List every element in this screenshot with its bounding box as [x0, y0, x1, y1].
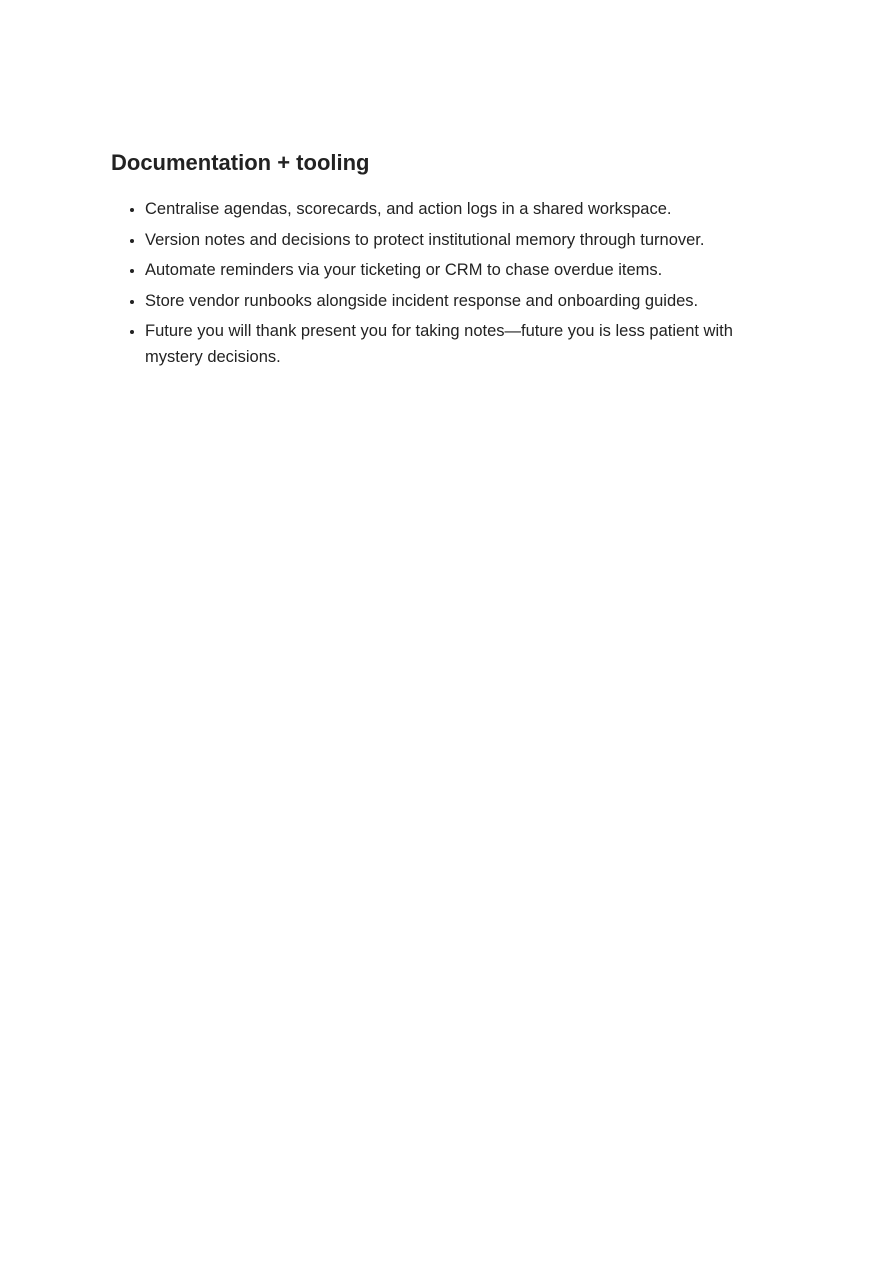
list-item: • Future you will thank present you for taking notes—future you is less patient with mystery decisions.: [145, 318, 791, 370]
document-page: [111, 148, 791, 375]
bullet-list: [111, 196, 791, 370]
list-item: • Automate reminders via your ticketing or CRM to chase overdue items.: [145, 257, 791, 283]
list-item: • Centralise agendas, scorecards, and action logs in a shared workspace.: [145, 196, 791, 222]
list-item: • Version notes and decisions to protect institutional memory through turnover.: [145, 227, 791, 253]
list-item: • Store vendor runbooks alongside incident response and onboarding guides.: [145, 288, 791, 314]
section-heading: Documentation + tooling: [111, 150, 370, 175]
